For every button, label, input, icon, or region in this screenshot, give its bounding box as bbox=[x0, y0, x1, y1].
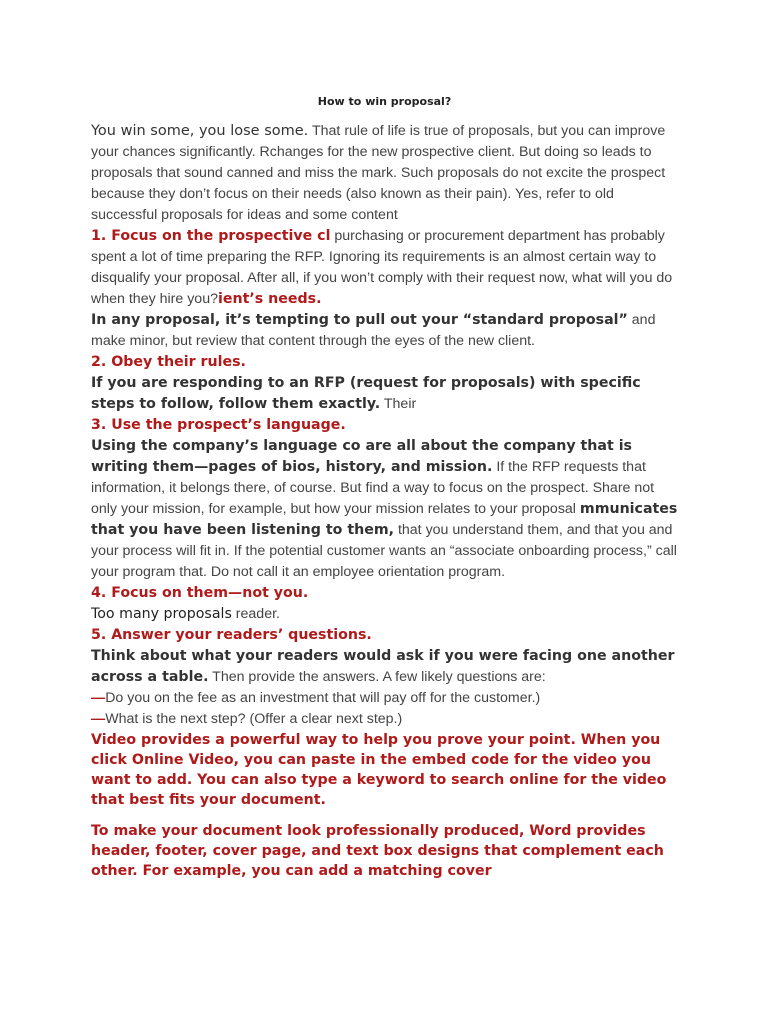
section-2-heading: 2. Obey their rules. bbox=[91, 354, 246, 370]
intro-paragraph bbox=[91, 121, 678, 226]
language-text: If the RFP requests that information, it belongs there, of course. But find a way to focus on the prospect. Share not only your mission, for example, but how your mission relates to your proposal bbox=[91, 459, 655, 517]
questions-paragraph bbox=[91, 646, 678, 688]
rfp-text: Their bbox=[380, 396, 417, 412]
intro-lead: You win some, you lose some. bbox=[91, 123, 309, 139]
language-bold: Using the company’s language co are all about the company that is writing them—pages of bios, history, and mission. bbox=[91, 438, 632, 475]
standard-proposal-paragraph bbox=[91, 310, 678, 352]
question-2-text: What is the next step? (Offer a clear next step.) bbox=[105, 711, 403, 727]
document-title: How to win proposal? bbox=[317, 95, 452, 108]
section-1-text: purchasing or procurement department has probably spent a lot of time preparing the RFP. Ignoring its requirements is an almost certain way to disqualify your proposal. After all, if you won’t comply with their request now, what will you do when they hire you? bbox=[91, 228, 673, 307]
dash-bullet: — bbox=[91, 711, 106, 727]
language-bold-2: mmunicates that you have been listening to them, bbox=[91, 501, 678, 538]
standard-proposal-bold: In any proposal, it’s tempting to pull out your “standard proposal” bbox=[91, 312, 628, 328]
language-text-2: that you understand them, and that you and your process will fit in. If the potential customer wants an “associate onboarding process,” call your program that. Do not call it an employee orientation program. bbox=[91, 522, 677, 580]
section-1-heading: 1. Focus on the prospective cl bbox=[91, 228, 331, 244]
design-paragraph: To make your document look professionally produced, Word provides header, footer, cover page, and text box designs that complement each other. For example, you can add a matching cover bbox=[91, 823, 664, 879]
questions-bold: Think about what your readers would ask if you were facing one another across a table. bbox=[91, 648, 675, 685]
rfp-paragraph bbox=[91, 373, 678, 415]
question-item-1 bbox=[91, 688, 678, 709]
section-1-heading-tail: ient’s needs. bbox=[217, 291, 322, 307]
intro-text: That rule of life is true of proposals, but you can improve your chances significantly. Rchanges for the new prospective client. But doing so leads to proposals that sound canned and miss the mark. Such proposals do not excite the prospect because they don’t focus on their needs (also known as their pain). Yes, refer to old successful proposals for ideas and some content bbox=[91, 123, 666, 223]
too-many-lead: Too many proposals bbox=[91, 606, 232, 622]
question-item-2 bbox=[91, 709, 678, 730]
section-5-heading: 5. Answer your readers’ questions. bbox=[91, 627, 372, 643]
paragraph-gap bbox=[91, 810, 678, 821]
section-4-heading: 4. Focus on them—not you. bbox=[91, 585, 309, 601]
question-1-text: Do you on the fee as an investment that will pay off for the customer.) bbox=[105, 690, 541, 706]
rfp-bold: If you are responding to an RFP (request for proposals) with specific steps to follow, follow them exactly. bbox=[91, 375, 641, 412]
dash-bullet: — bbox=[91, 690, 106, 706]
too-many-paragraph bbox=[91, 604, 678, 625]
video-paragraph: Video provides a powerful way to help you prove your point. When you click Online Video, you can paste in the embed code for the video you want to add. You can also type a keyword to search online for the video that best fits your document. bbox=[91, 732, 667, 808]
questions-text: Then provide the answers. A few likely questions are: bbox=[208, 669, 546, 685]
section-3-heading: 3. Use the prospect’s language. bbox=[91, 417, 346, 433]
too-many-text: reader. bbox=[231, 606, 280, 622]
language-paragraph bbox=[91, 436, 678, 583]
section-1-paragraph bbox=[91, 226, 678, 310]
standard-proposal-text: and make minor, but review that content through the eyes of the new client. bbox=[91, 312, 656, 349]
